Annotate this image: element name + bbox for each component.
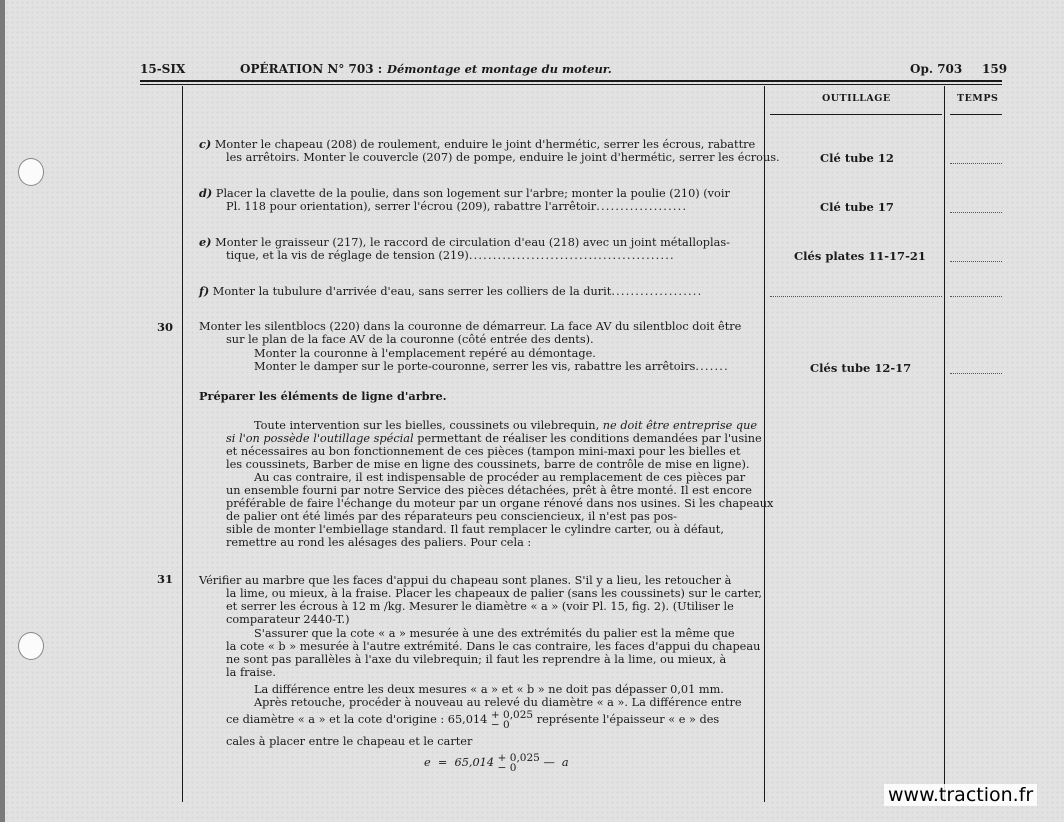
watermark[interactable]: www.traction.fr: [884, 784, 1037, 806]
op31-line11: ce diamètre « a » et la cote d'origine : 65,014 + 0,025 − 0 représente l'épaisseur « e » des: [226, 709, 720, 731]
binder-hole: [18, 158, 44, 186]
tool-item-c: Clé tube 12: [820, 151, 894, 165]
header-operation: OPÉRATION N° 703 :: [240, 62, 383, 76]
time-blank: [950, 261, 1002, 262]
tool-item-e: Clés plates 11-17-21: [794, 249, 926, 263]
header-underline-time: [950, 114, 1002, 115]
section-p2-line2: un ensemble fourni par notre Service des pièces détachées, prêt à être monté. Il est encore: [226, 484, 752, 497]
time-blank: [950, 163, 1002, 164]
time-blank: [950, 212, 1002, 213]
op31-line8: la fraise.: [226, 666, 276, 679]
section-p1-line2: si l'on possède l'outillage spécial permettant de réaliser les conditions demandées par l'usine: [226, 432, 762, 445]
op31-line3: et serrer les écrous à 12 m /kg. Mesurer le diamètre « a » (voir Pl. 15, fig. 2). (Utiliser le: [226, 600, 734, 613]
binder-hole: [18, 632, 44, 660]
op31-line1: Vérifier au marbre que les faces d'appui du chapeau sont planes. S'il y a lieu, les retoucher à: [199, 574, 732, 587]
header-subtitle: Démontage et montage du moteur.: [387, 62, 612, 76]
op31-line12: cales à placer entre le chapeau et le carter: [226, 735, 473, 748]
op30-line1: Monter les silentblocs (220) dans la couronne de démarreur. La face AV du silentbloc doit être: [199, 320, 742, 333]
op31-line7: ne sont pas parallèles à l'axe du vilebrequin; il faut les reprendre à la lime, ou mieux, à: [226, 653, 727, 666]
op31-line6: la cote « b » mesurée à l'autre extrémité. Dans le cas contraire, les faces d'appui du chapeau: [226, 640, 761, 653]
tooling-column-line: [764, 86, 765, 802]
op31-line10: Après retouche, procéder à nouveau au relevé du diamètre « a ». La différence entre: [254, 696, 742, 709]
op30-line4: Monter le damper sur le porte-couronne, serrer les vis, rabattre les arrêtoirs.......: [254, 360, 729, 373]
op31-line9: La différence entre les deux mesures « a » et « b » ne doit pas dépasser 0,01 mm.: [254, 683, 724, 696]
scan-edge: [0, 0, 5, 822]
operation-number-31: 31: [157, 572, 174, 586]
item-c-line1: c) Monter le chapeau (208) de roulement, enduire le joint d'hermétic, serrer les écrous, rabattre: [199, 137, 756, 151]
op30-line2: sur le plan de la face AV de la couronne (côté entrée des dents).: [226, 333, 594, 346]
section-p2-line1: Au cas contraire, il est indispensable de procéder au remplacement de ces pièces par: [254, 471, 746, 484]
item-f-line1: f) Monter la tubulure d'arrivée d'eau, sans serrer les colliers de la durit...................: [199, 284, 703, 298]
left-column-line: [182, 86, 183, 802]
column-header-tooling: OUTILLAGE: [822, 93, 891, 104]
item-c-line2: les arrêtoirs. Monter le couvercle (207) de pompe, enduire le joint d'hermétic, serrer les écrous.: [226, 151, 780, 164]
tool-item-d: Clé tube 17: [820, 200, 894, 214]
item-d-line2: Pl. 118 pour orientation), serrer l'écrou (209), rabattre l'arrêtoir...................: [226, 200, 688, 213]
header-rule-thin: [140, 84, 1002, 85]
thickness-formula: e = 65,014 + 0,025 − 0 — a: [424, 752, 569, 774]
operation-number-30: 30: [157, 320, 174, 334]
op31-line5: S'assurer que la cote « a » mesurée à une des extrémités du palier est la même que: [254, 627, 735, 640]
op31-line4: comparateur 2440-T.): [226, 613, 350, 626]
time-column-line: [944, 86, 945, 802]
op30-line3: Monter la couronne à l'emplacement repéré au démontage.: [254, 347, 596, 360]
op31-line2: la lime, ou mieux, à la fraise. Placer les chapeaux de palier (sans les coussinets) sur le carter,: [226, 587, 762, 600]
column-header-time: TEMPS: [957, 93, 999, 104]
header-model: 15-SIX: [140, 62, 186, 76]
tooling-blank: [770, 296, 942, 297]
tool-op30: Clés tube 12-17: [810, 361, 912, 375]
section-p1-line1: Toute intervention sur les bielles, coussinets ou vilebrequin, ne doit être entreprise que: [254, 419, 758, 432]
time-blank: [950, 373, 1002, 374]
time-blank: [950, 296, 1002, 297]
item-e-line2: tique, et la vis de réglage de tension (219)...........................................: [226, 249, 675, 262]
tolerance-fraction: + 0,025 − 0: [490, 709, 534, 731]
item-d-line1: d) Placer la clavette de la poulie, dans son logement sur l'arbre; monter la poulie (210) (voir: [199, 186, 730, 200]
section-title: Préparer les éléments de ligne d'arbre.: [199, 389, 447, 403]
formula-fraction: + 0,025 − 0: [497, 752, 540, 774]
header-page-number: 159: [982, 62, 1008, 76]
section-p2-line5: sible de monter l'embiellage standard. Il faut remplacer le cylindre carter, ou à défaut,: [226, 523, 724, 536]
section-p1-line4: les coussinets, Barber de mise en ligne des coussinets, barre de contrôle de mise en ligne).: [226, 458, 750, 471]
header-rule: [140, 80, 1002, 82]
section-p2-line6: remettre au rond les alésages des paliers. Pour cela :: [226, 536, 532, 549]
header-underline-tooling: [770, 114, 942, 115]
header-op-ref: Op. 703: [910, 62, 963, 76]
section-p2-line4: de palier ont été limés par des réparateurs peu consciencieux, il n'est pas pos-: [226, 510, 677, 523]
item-e-line1: e) Monter le graisseur (217), le raccord de circulation d'eau (218) avec un joint métalloplas-: [199, 235, 730, 249]
section-p1-line3: et nécessaires au bon fonctionnement de ces pièces (tampon mini-maxi pour les bielles et: [226, 445, 741, 458]
section-p2-line3: préférable de faire l'échange du moteur par un organe rénové dans nos usines. Si les chapeaux: [226, 497, 774, 510]
